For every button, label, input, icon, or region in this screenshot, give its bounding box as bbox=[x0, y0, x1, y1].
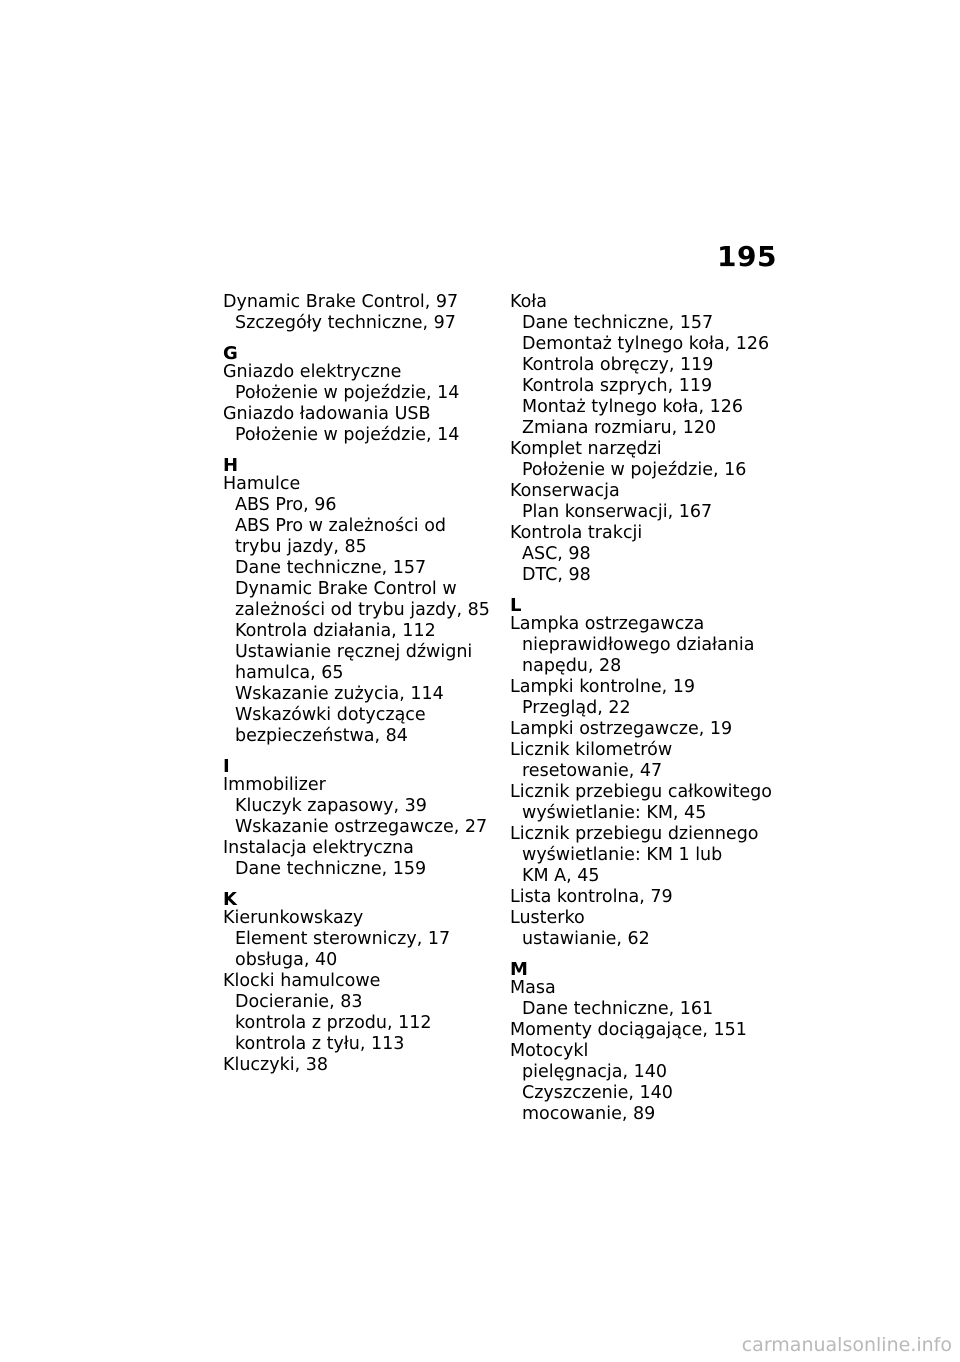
index-subentry: KM A, 45 bbox=[522, 866, 600, 886]
index-entry: Lusterko bbox=[510, 908, 585, 928]
index-subentry: Element sterowniczy, 17 bbox=[235, 929, 451, 949]
index-subentry: resetowanie, 47 bbox=[522, 761, 663, 781]
index-entry: Momenty dociągające, 151 bbox=[510, 1020, 747, 1040]
index-subentry: Szczegóły techniczne, 97 bbox=[235, 313, 456, 333]
index-entry: Konserwacja bbox=[510, 481, 620, 501]
index-entry: Lampki ostrzegawcze, 19 bbox=[510, 719, 733, 739]
index-subentry: obsługa, 40 bbox=[235, 950, 338, 970]
index-subentry: zależności od trybu jazdy, 85 bbox=[235, 600, 490, 620]
index-entry: Lampki kontrolne, 19 bbox=[510, 677, 695, 697]
index-section-letter: K bbox=[223, 889, 237, 910]
index-subentry: Wskazówki dotyczące bbox=[235, 705, 426, 725]
index-subentry: Położenie w pojeździe, 14 bbox=[235, 425, 460, 445]
index-section-letter: I bbox=[223, 756, 230, 777]
page-number: 195 bbox=[717, 240, 777, 273]
index-entry: Lista kontrolna, 79 bbox=[510, 887, 673, 907]
index-subentry: Przegląd, 22 bbox=[522, 698, 631, 718]
index-entry: Klocki hamulcowe bbox=[223, 971, 381, 991]
index-subentry: Dane techniczne, 159 bbox=[235, 859, 427, 879]
index-subentry: Plan konserwacji, 167 bbox=[522, 502, 713, 522]
index-subentry: Dane techniczne, 157 bbox=[522, 313, 714, 333]
index-entry: Hamulce bbox=[223, 474, 301, 494]
index-subentry: DTC, 98 bbox=[522, 565, 591, 585]
index-subentry: napędu, 28 bbox=[522, 656, 622, 676]
index-entry: Motocykl bbox=[510, 1041, 589, 1061]
index-entry: Licznik kilometrów bbox=[510, 740, 673, 760]
watermark-footer: carmanualsonline.info bbox=[741, 1334, 952, 1356]
index-subentry: ABS Pro w zależności od bbox=[235, 516, 447, 536]
index-entry: Masa bbox=[510, 978, 556, 998]
index-subentry: nieprawidłowego działania bbox=[522, 635, 755, 655]
index-subentry: Wskazanie ostrzegawcze, 27 bbox=[235, 817, 488, 837]
index-subentry: wyświetlanie: KM, 45 bbox=[522, 803, 707, 823]
index-subentry: wyświetlanie: KM 1 lub bbox=[522, 845, 723, 865]
index-subentry: hamulca, 65 bbox=[235, 663, 344, 683]
index-subentry: Kontrola szprych, 119 bbox=[522, 376, 713, 396]
index-entry: Kontrola trakcji bbox=[510, 523, 643, 543]
index-entry: Gniazdo ładowania USB bbox=[223, 404, 431, 424]
index-entry: Instalacja elektryczna bbox=[223, 838, 414, 858]
index-entry: Koła bbox=[510, 292, 548, 312]
index-column-left bbox=[223, 292, 498, 1076]
index-entry: Licznik przebiegu całkowitego bbox=[510, 782, 772, 802]
index-subentry: ASC, 98 bbox=[522, 544, 591, 564]
index-subentry: Dane techniczne, 161 bbox=[522, 999, 714, 1019]
index-subentry: Demontaż tylnego koła, 126 bbox=[522, 334, 770, 354]
index-subentry: ABS Pro, 96 bbox=[235, 495, 337, 515]
index-section-letter: G bbox=[223, 343, 238, 364]
index-column-right bbox=[510, 292, 785, 1125]
index-subentry: mocowanie, 89 bbox=[522, 1104, 656, 1124]
index-section-letter: H bbox=[223, 455, 239, 476]
index-entry: Dynamic Brake Control, 97 bbox=[223, 292, 459, 312]
index-subentry: Kontrola działania, 112 bbox=[235, 621, 436, 641]
index-entry: Licznik przebiegu dziennego bbox=[510, 824, 759, 844]
index-subentry: Wskazanie zużycia, 114 bbox=[235, 684, 444, 704]
index-subentry: Czyszczenie, 140 bbox=[522, 1083, 673, 1103]
index-subentry: Ustawianie ręcznej dźwigni bbox=[235, 642, 473, 662]
index-subentry: Kluczyk zapasowy, 39 bbox=[235, 796, 427, 816]
index-subentry: kontrola z przodu, 112 bbox=[235, 1013, 432, 1033]
index-entry: Immobilizer bbox=[223, 775, 326, 795]
index-subentry: trybu jazdy, 85 bbox=[235, 537, 367, 557]
index-entry: Komplet narzędzi bbox=[510, 439, 662, 459]
index-subentry: pielęgnacja, 140 bbox=[522, 1062, 668, 1082]
index-subentry: Kontrola obręczy, 119 bbox=[522, 355, 714, 375]
index-section-letter: L bbox=[510, 595, 522, 616]
index-subentry: bezpieczeństwa, 84 bbox=[235, 726, 408, 746]
index-entry: Kierunkowskazy bbox=[223, 908, 364, 928]
index-subentry: kontrola z tyłu, 113 bbox=[235, 1034, 405, 1054]
index-subentry: Dane techniczne, 157 bbox=[235, 558, 427, 578]
index-subentry: Dynamic Brake Control w bbox=[235, 579, 457, 599]
index-subentry: Zmiana rozmiaru, 120 bbox=[522, 418, 717, 438]
index-subentry: Położenie w pojeździe, 16 bbox=[522, 460, 747, 480]
index-subentry: Położenie w pojeździe, 14 bbox=[235, 383, 460, 403]
index-entry: Gniazdo elektryczne bbox=[223, 362, 402, 382]
index-subentry: Montaż tylnego koła, 126 bbox=[522, 397, 743, 417]
index-subentry: Docieranie, 83 bbox=[235, 992, 363, 1012]
index-section-letter: M bbox=[510, 959, 528, 980]
index-entry: Kluczyki, 38 bbox=[223, 1055, 328, 1075]
index-entry: Lampka ostrzegawcza bbox=[510, 614, 705, 634]
index-subentry: ustawianie, 62 bbox=[522, 929, 650, 949]
